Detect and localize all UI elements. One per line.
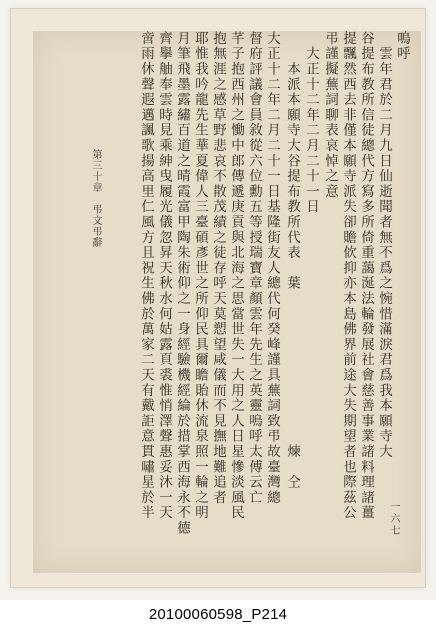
signature-line: 本派本願寺大谷提布教所代表 葉 煉 仝 [284,31,300,490]
text-column: 啻雨休聲遐邁諷歌揚高里仁風方且祝生佛於萬家二天有戴詎意貫嘯星於半 [138,31,154,521]
text-column: 抱無涯之感草野悲哀不散茂績之徒存呼天莫愬望咸儀而不見撫地難追者 [210,31,226,506]
text-column: 督府評議會員敘從六位勳五等授瑞寶章顏雲年先生之英靈嗚呼太傅云亡 [246,31,262,506]
text-column: 弔謹擬蕪詞聊表哀悼之意 [322,31,338,200]
text-column: 月筆飛墨露繡百道之晴霞富甲陶朱術仰之一身經驗機經綸於措掌西海永不德 [174,31,190,536]
page-number: 一六七 [388,501,399,537]
book-page [33,31,421,573]
text-column: 雲年君於二月九日仙逝聞者無不爲之惋惜滿淚君爲我本願寺大 [376,31,392,460]
text-column: 谷提布教所信徒總代方寫多所倚重藹涎法輪發展社會慈善事業諸料理諸薑 [358,31,374,521]
date-line: 大正十二年二月二十一日 [303,31,319,215]
text-column: 齊擧舳奉雲時見乘紳曳履光儀忽昇天秋水何姑露頁裘惟悄澤聲惠妥沐一天 [156,31,172,521]
text-column: 芊子抱西州之慟中郎傳遞庚貢與北海之思當世失一大用之人日星慘淡風民 [228,31,244,521]
text-column: 嗚呼 [394,31,410,62]
text-column: 耶惟我吟龍先生華夏偉人三臺碩彥世之所仰民具爾瞻貽休流泉照一輪之明 [192,31,208,521]
running-header: 第三十章 弔文弔辭 [90,149,101,248]
page-mount [10,8,426,588]
text-column: 提飄然西去非僅本願寺派失卻贍佽抑亦本島佛界前途大失期望者也際茲公 [340,31,356,521]
text-column: 大正十二年二月二十一日基隆街友人總代何癸峰謹具蕪詞致弔故臺灣總 [264,31,280,506]
catalog-identifier: 20100060598_P214 [148,606,288,623]
